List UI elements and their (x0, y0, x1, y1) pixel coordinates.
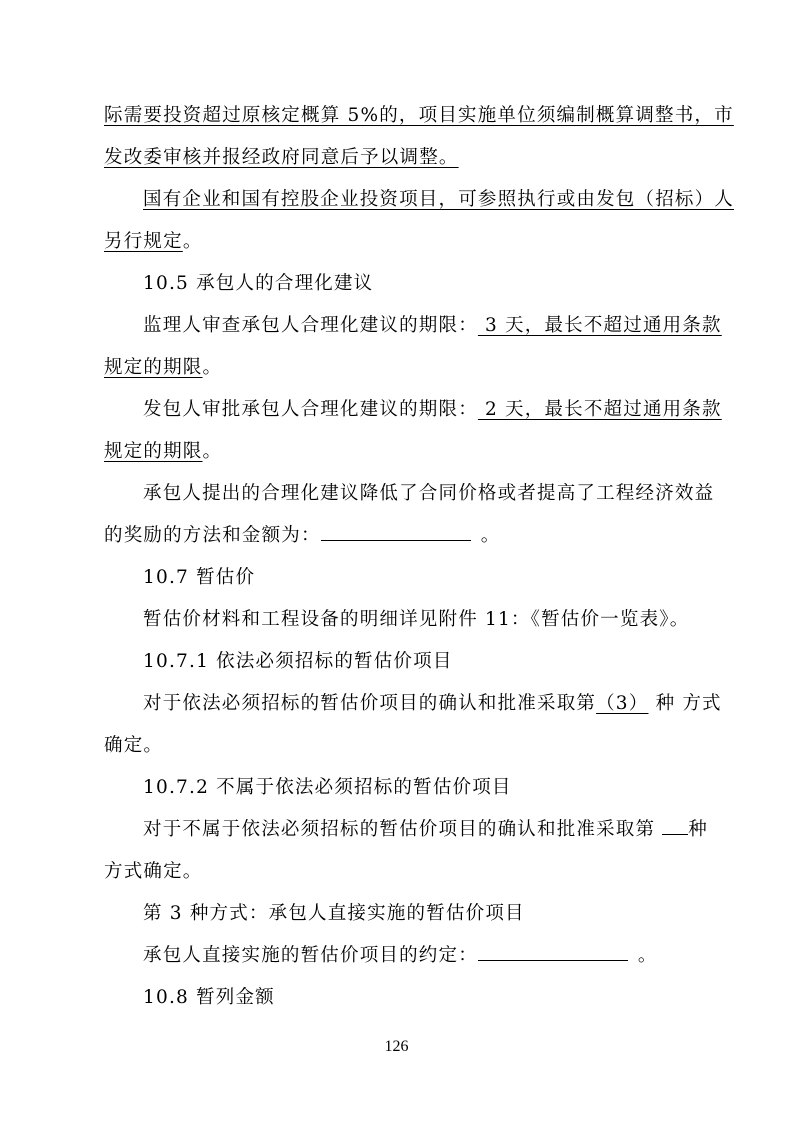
paragraph-line: 发包人审批承包人合理化建议的期限： 2 天，最长不超过通用条款 (143, 399, 722, 420)
paragraph-line: 确定。 (104, 735, 164, 756)
paragraph-line: 对于不属于依法必须招标的暂估价项目的确认和批准采取第 种 (143, 819, 708, 840)
paragraph-line: 发改委审核并报经政府同意后予以调整。 (104, 147, 459, 168)
paragraph-line: 另行规定。 (104, 231, 203, 252)
paragraph-line: 承包人提出的合理化建议降低了合同价格或者提高了工程经济效益 (143, 483, 715, 504)
paragraph-line: 第 3 种方式：承包人直接实施的暂估价项目 (143, 903, 525, 924)
blank-field (478, 946, 628, 961)
blank-field (662, 820, 688, 835)
paragraph-line: 的奖励的方法和金额为： 。 (104, 525, 501, 546)
blank-field (321, 526, 471, 541)
paragraph-line: 方式确定。 (104, 861, 203, 882)
paragraph-line: 规定的期限。 (104, 441, 223, 462)
paragraph-line: 国有企业和国有控股企业投资项目，可参照执行或由发包（招标）人 (143, 189, 735, 210)
paragraph-line: 规定的期限。 (104, 357, 223, 378)
page-number: 126 (384, 1038, 409, 1055)
paragraph-line: 暂估价材料和工程设备的明细详见附件 11：《暂估价一览表》。 (143, 609, 690, 630)
section-heading: 10.7.1 依法必须招标的暂估价项目 (143, 651, 453, 672)
paragraph-line: 承包人直接实施的暂估价项目的约定： 。 (143, 945, 658, 966)
section-heading: 10.5 承包人的合理化建议 (143, 273, 374, 294)
section-heading: 10.8 暂列金额 (143, 987, 275, 1008)
paragraph-line: 对于依法必须招标的暂估价项目的确认和批准采取第（3） 种 方式 (143, 693, 722, 714)
section-heading: 10.7 暂估价 (143, 567, 256, 588)
paragraph-line: 际需要投资超过原核定概算 5%的，项目实施单位须编制概算调整书，市 (104, 105, 734, 126)
section-heading: 10.7.2 不属于依法必须招标的暂估价项目 (143, 777, 512, 798)
paragraph-line: 监理人审查承包人合理化建议的期限： 3 天，最长不超过通用条款 (143, 315, 722, 336)
